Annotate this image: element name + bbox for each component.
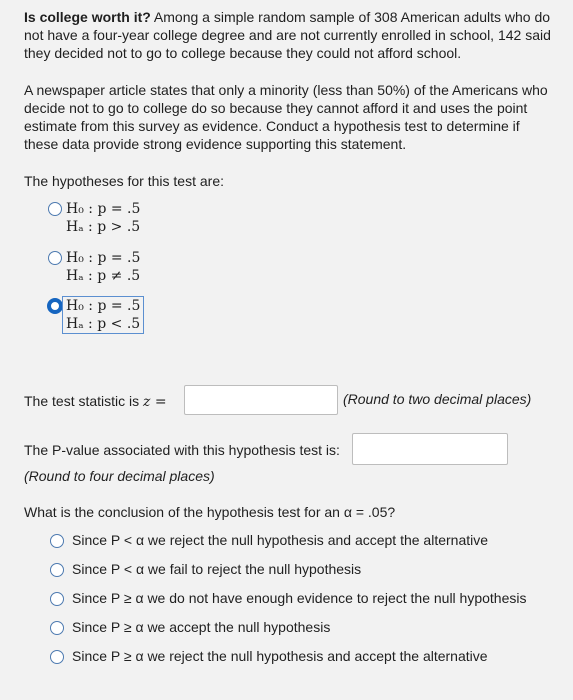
hypothesis-option-3-h0: H₀ : p = .5 [66,298,141,314]
hypothesis-option-2-radio[interactable] [48,251,62,265]
hypothesis-option-3[interactable] [62,296,144,334]
conclusion-prompt: What is the conclusion of the hypothesis test for an α = .05? [24,504,396,520]
p-value-hint: (Round to four decimal places) [24,468,215,484]
conclusion-option-4-radio[interactable] [50,621,64,635]
hypothesis-option-1-radio[interactable] [48,202,62,216]
conclusion-option-2-radio[interactable] [50,563,64,577]
problem-intro-bold: Is college worth it? [24,9,151,25]
conclusion-option-3-radio[interactable] [50,592,64,606]
test-statistic-hint: (Round to two decimal places) [343,391,532,407]
hypothesis-option-2[interactable] [66,249,140,285]
p-value-label: The P-value associated with this hypothesis test is: [24,442,340,458]
conclusion-option-3[interactable]: Since P ≥ α we do not have enough evidence to reject the null hypothesis [72,590,527,606]
test-statistic-var: z = [143,394,167,410]
problem-intro-text: Among a simple random sample of 308 American adults who do not have a four-year college degree and are not currently enrolled in school, 142 said they decided not to go to college because they could not afford school. [24,9,551,61]
conclusion-option-1[interactable]: Since P < α we reject the null hypothesis and accept the alternative [72,532,489,548]
conclusion-option-5-radio[interactable] [50,650,64,664]
selected-answer-box [62,296,144,334]
hypothesis-option-3-radio[interactable] [47,298,63,314]
p-value-input[interactable] [352,433,508,465]
test-statistic-label-row [24,393,167,410]
hypotheses-prompt: The hypotheses for this test are: [24,173,224,189]
hypothesis-option-2-ha: Hₐ : p ≠ .5 [66,268,141,284]
conclusion-option-4[interactable]: Since P ≥ α we accept the null hypothesis [72,619,331,635]
hypothesis-option-1-ha: Hₐ : p > .5 [66,219,141,235]
problem-intro [24,8,554,62]
conclusion-option-1-radio[interactable] [50,534,64,548]
conclusion-option-5[interactable]: Since P ≥ α we reject the null hypothesis and accept the alternative [72,648,488,664]
hypothesis-option-1[interactable] [66,200,140,236]
test-statistic-input[interactable] [184,385,338,415]
hypothesis-option-2-h0: H₀ : p = .5 [66,250,141,266]
hypothesis-option-3-ha: Hₐ : p < .5 [66,316,141,332]
conclusion-option-2[interactable]: Since P < α we fail to reject the null hypothesis [72,561,362,577]
test-statistic-label: The test statistic is [24,393,140,409]
hypothesis-option-1-h0: H₀ : p = .5 [66,201,141,217]
problem-claim: A newspaper article states that only a minority (less than 50%) of the Americans who decide not to go to college do so because they cannot afford it and uses the point estimate from this survey as evidence. Conduct a hypothesis test to determine if these data provide strong evidence supporting this statement. [24,82,548,152]
